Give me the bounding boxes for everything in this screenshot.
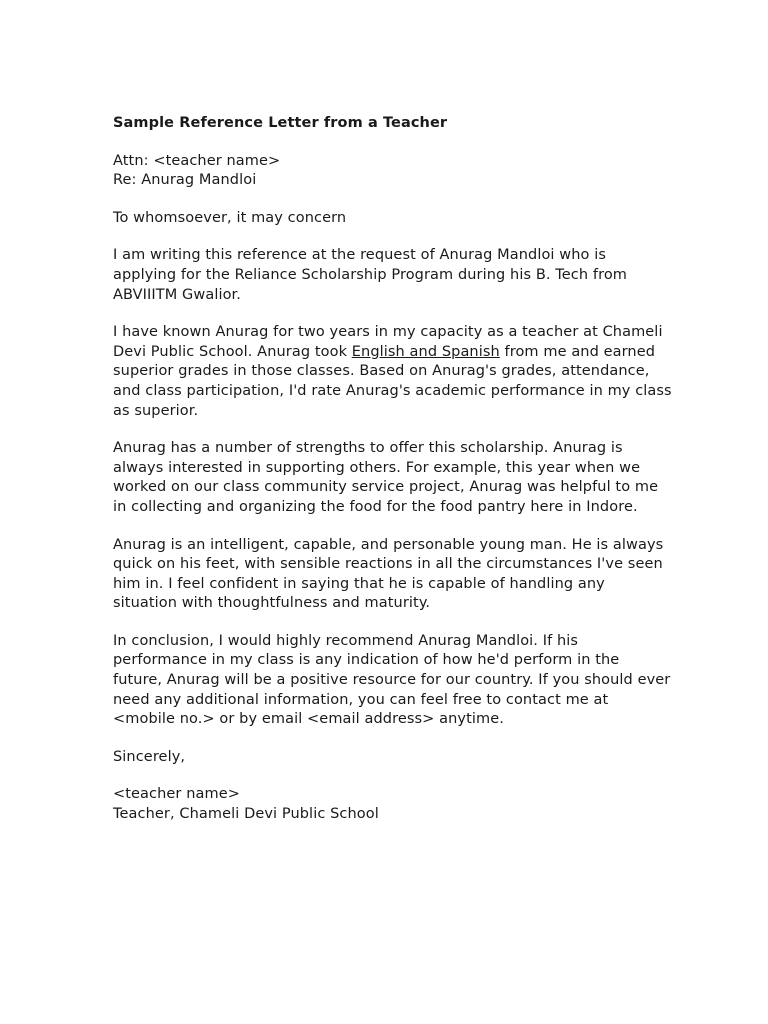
paragraph-1: I am writing this reference at the request of Anurag Mandloi who is applying for the Reliance Scholarship Program during his B. Tech from ABVIIITM Gwalior.: [113, 247, 628, 303]
subjects-link[interactable]: English and Spanish: [351, 343, 500, 360]
signature-block: [113, 785, 673, 824]
salutation: To whomsoever, it may concern: [113, 209, 347, 226]
paragraph-2-start: I have known Anurag for two years in my capacity as a teacher at Chameli Devi Public School. Anurag took: [113, 324, 663, 360]
attn-line: Attn: <teacher name>: [113, 152, 281, 169]
letter-title: Sample Reference Letter from a Teacher: [113, 115, 448, 131]
paragraph-2: [113, 323, 673, 421]
paragraph-4: Anurag is an intelligent, capable, and personable young man. He is always quick on his feet, with sensible reactions in all the circumstances I've seen him in. I feel confident in saying that he is capable of handling any situation with thoughtfulness and maturity.: [113, 536, 664, 612]
signature-name: <teacher name>: [113, 786, 240, 803]
letter-body: [113, 114, 673, 825]
signature-title: Teacher, Chameli Devi Public School: [113, 806, 379, 823]
re-line: Re: Anurag Mandloi: [113, 172, 257, 189]
paragraph-2-end: from me and earned superior grades in those classes. Based on Anurag's grades, attendance, and class participation, I'd rate Anurag's academic performance in my class as superior.: [113, 343, 672, 419]
closing: Sincerely,: [113, 748, 186, 765]
paragraph-3: Anurag has a number of strengths to offer this scholarship. Anurag is always interested in supporting others. For example, this year when we worked on our class community service project, Anurag was helpful to me in collecting and organizing the food for the food pantry here in Indore.: [113, 440, 659, 515]
paragraph-5: In conclusion, I would highly recommend Anurag Mandloi. If his performance in my class is any indication of how he'd perform in the future, Anurag will be a positive resource for our country. If you should ever need any additional information, you can feel free to contact me at <mobile no.> or by email <email address> anytime.: [113, 632, 671, 728]
letter-header: [113, 152, 673, 191]
